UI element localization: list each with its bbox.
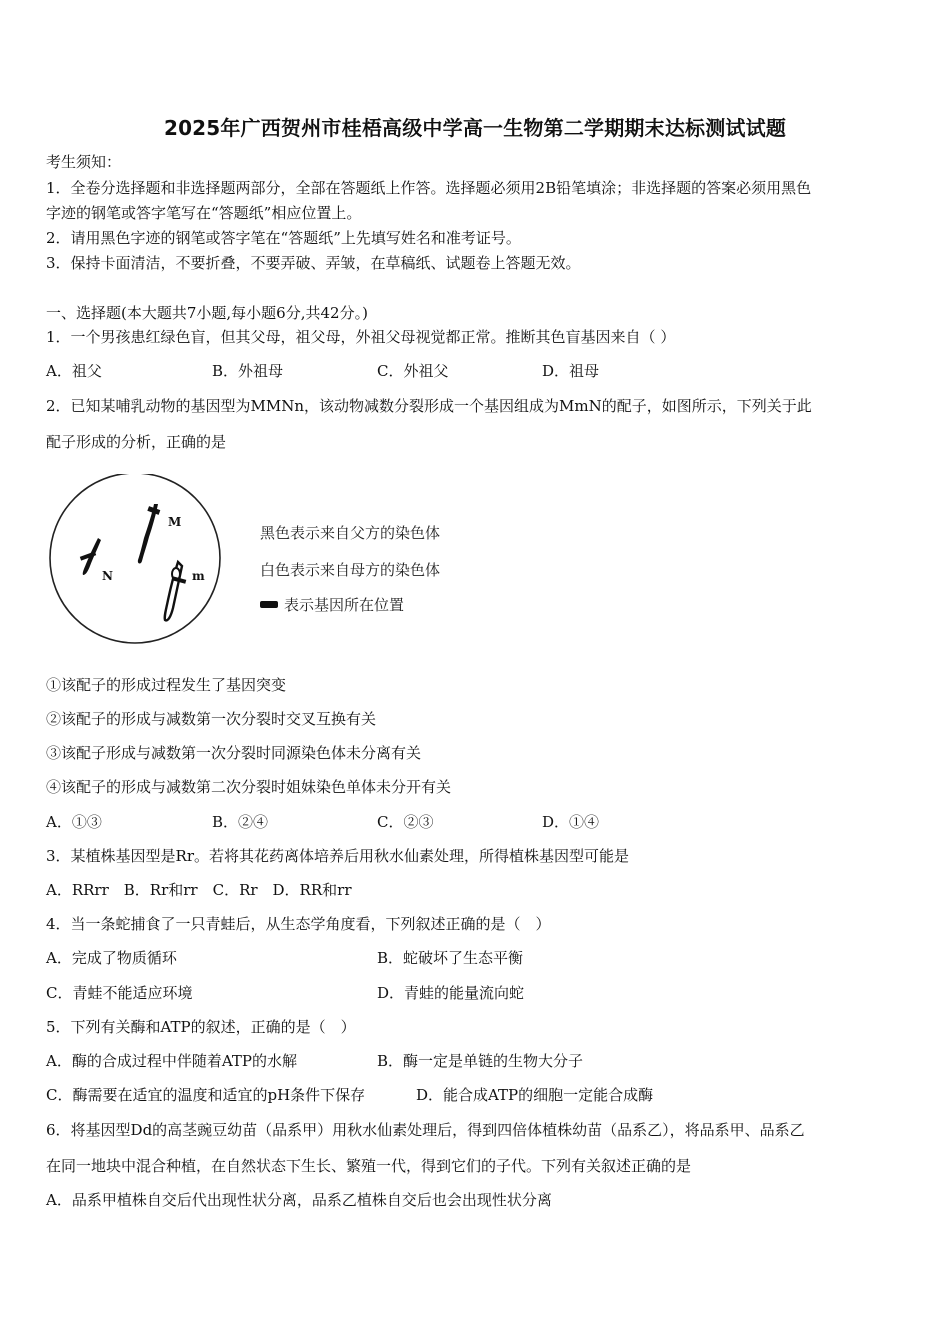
label-m: m: [192, 569, 205, 583]
chromosome-m-lower: [165, 562, 187, 620]
q4-option-a: A．完成了物质循环: [46, 949, 177, 967]
q2-option-b: B．②④: [212, 813, 269, 831]
q1-option-d: D．祖母: [542, 362, 600, 380]
chromosome-n: [80, 538, 101, 575]
legend-father: 黑色表示来自父方的染色体: [260, 524, 441, 542]
legend-mother: 白色表示来自母方的染色体: [260, 561, 441, 579]
q2-statement-2: ②该配子的形成与减数第一次分裂时交叉互换有关: [46, 710, 377, 728]
notice-item: 2．请用黑色字迹的钢笔或答字笔在“答题纸”上先填写姓名和准考证号。: [46, 229, 521, 247]
q5-option-a: A．酶的合成过程中伴随着ATP的水解: [46, 1052, 297, 1070]
gene-position-icon: [260, 601, 278, 608]
q2-statement-4: ④该配子的形成与减数第二次分裂时姐妹染色单体未分开有关: [46, 778, 452, 796]
question-1-stem: 1．一个男孩患红绿色盲，但其父母，祖父母，外祖父母视觉都正常。推断其色盲基因来自（ ）: [46, 328, 676, 346]
chromosome-figure: [46, 474, 486, 654]
page-title: 2025年广西贺州市桂梧高级中学高一生物第二学期期末达标测试试题: [163, 116, 787, 140]
q4-option-b: B．蛇破坏了生态平衡: [377, 949, 524, 967]
cell-outline: [50, 474, 220, 643]
q5-option-d: D．能合成ATP的细胞一定能合成酶: [416, 1086, 654, 1104]
question-5-stem: 5．下列有关酶和ATP的叙述，正确的是（ ）: [46, 1018, 356, 1036]
q1-option-a: A．祖父: [46, 362, 102, 380]
notice-item: 3．保持卡面清洁，不要折叠，不要弄破、弄皱，在草稿纸、试题卷上答题无效。: [46, 254, 581, 272]
question-3-stem: 3．某植株基因型是Rr。若将其花药离体培养后用秋水仙素处理，所得植株基因型可能是: [46, 847, 630, 865]
q4-option-c: C．青蛙不能适应环境: [46, 984, 193, 1002]
question-6-stem: 6．将基因型Dd的高茎豌豆幼苗（品系甲）用秋水仙素处理后，得到四倍体植株幼苗（品系乙），将品系甲、品系乙: [46, 1121, 805, 1139]
section-heading: 一、选择题(本大题共7小题,每小题6分,共42分。): [46, 304, 368, 322]
q6-option-a: A．品系甲植株自交后代出现性状分离，品系乙植株自交后也会出现性状分离: [46, 1191, 552, 1209]
q2-statement-3: ③该配子形成与减数第一次分裂时同源染色体未分离有关: [46, 744, 422, 762]
q4-option-d: D．青蛙的能量流向蛇: [377, 984, 525, 1002]
q2-option-a: A．①③: [46, 813, 102, 831]
label-M: M: [168, 515, 182, 529]
notice-item: 字迹的钢笔或答字笔写在“答题纸”相应位置上。: [46, 204, 362, 222]
legend-gene: 表示基因所在位置: [284, 596, 405, 614]
question-4-stem: 4．当一条蛇捕食了一只青蛙后，从生态学角度看，下列叙述正确的是（ ）: [46, 915, 551, 933]
q2-option-c: C．②③: [377, 813, 434, 831]
question-2-stem-cont: 配子形成的分析，正确的是: [46, 433, 227, 451]
label-N: N: [102, 569, 113, 583]
q5-option-c: C．酶需要在适宜的温度和适宜的pH条件下保存: [46, 1086, 366, 1104]
question-2-stem: 2．已知某哺乳动物的基因型为MMNn，该动物减数分裂形成一个基因组成为MmN的配子，如图所示，下列关于此: [46, 397, 812, 415]
q3-options: A．RRrr B．Rr和rr C．Rr D．RR和rr: [46, 881, 352, 899]
q2-option-d: D．①④: [542, 813, 600, 831]
chromosome-m-upper: [138, 504, 160, 564]
q5-option-b: B．酶一定是单链的生物大分子: [377, 1052, 584, 1070]
q2-statement-1: ①该配子的形成过程发生了基因突变: [46, 676, 287, 694]
notice-item: 1．全卷分选择题和非选择题两部分，全部在答题纸上作答。选择题必须用2B铅笔填涂；非选择题的答案必须用黑色: [46, 179, 812, 197]
q1-option-c: C．外祖父: [377, 362, 449, 380]
notice-heading: 考生须知：: [46, 153, 122, 171]
question-6-stem-cont: 在同一地块中混合种植，在自然状态下生长、繁殖一代，得到它们的子代。下列有关叙述正确的是: [46, 1157, 692, 1175]
q1-option-b: B．外祖母: [212, 362, 284, 380]
